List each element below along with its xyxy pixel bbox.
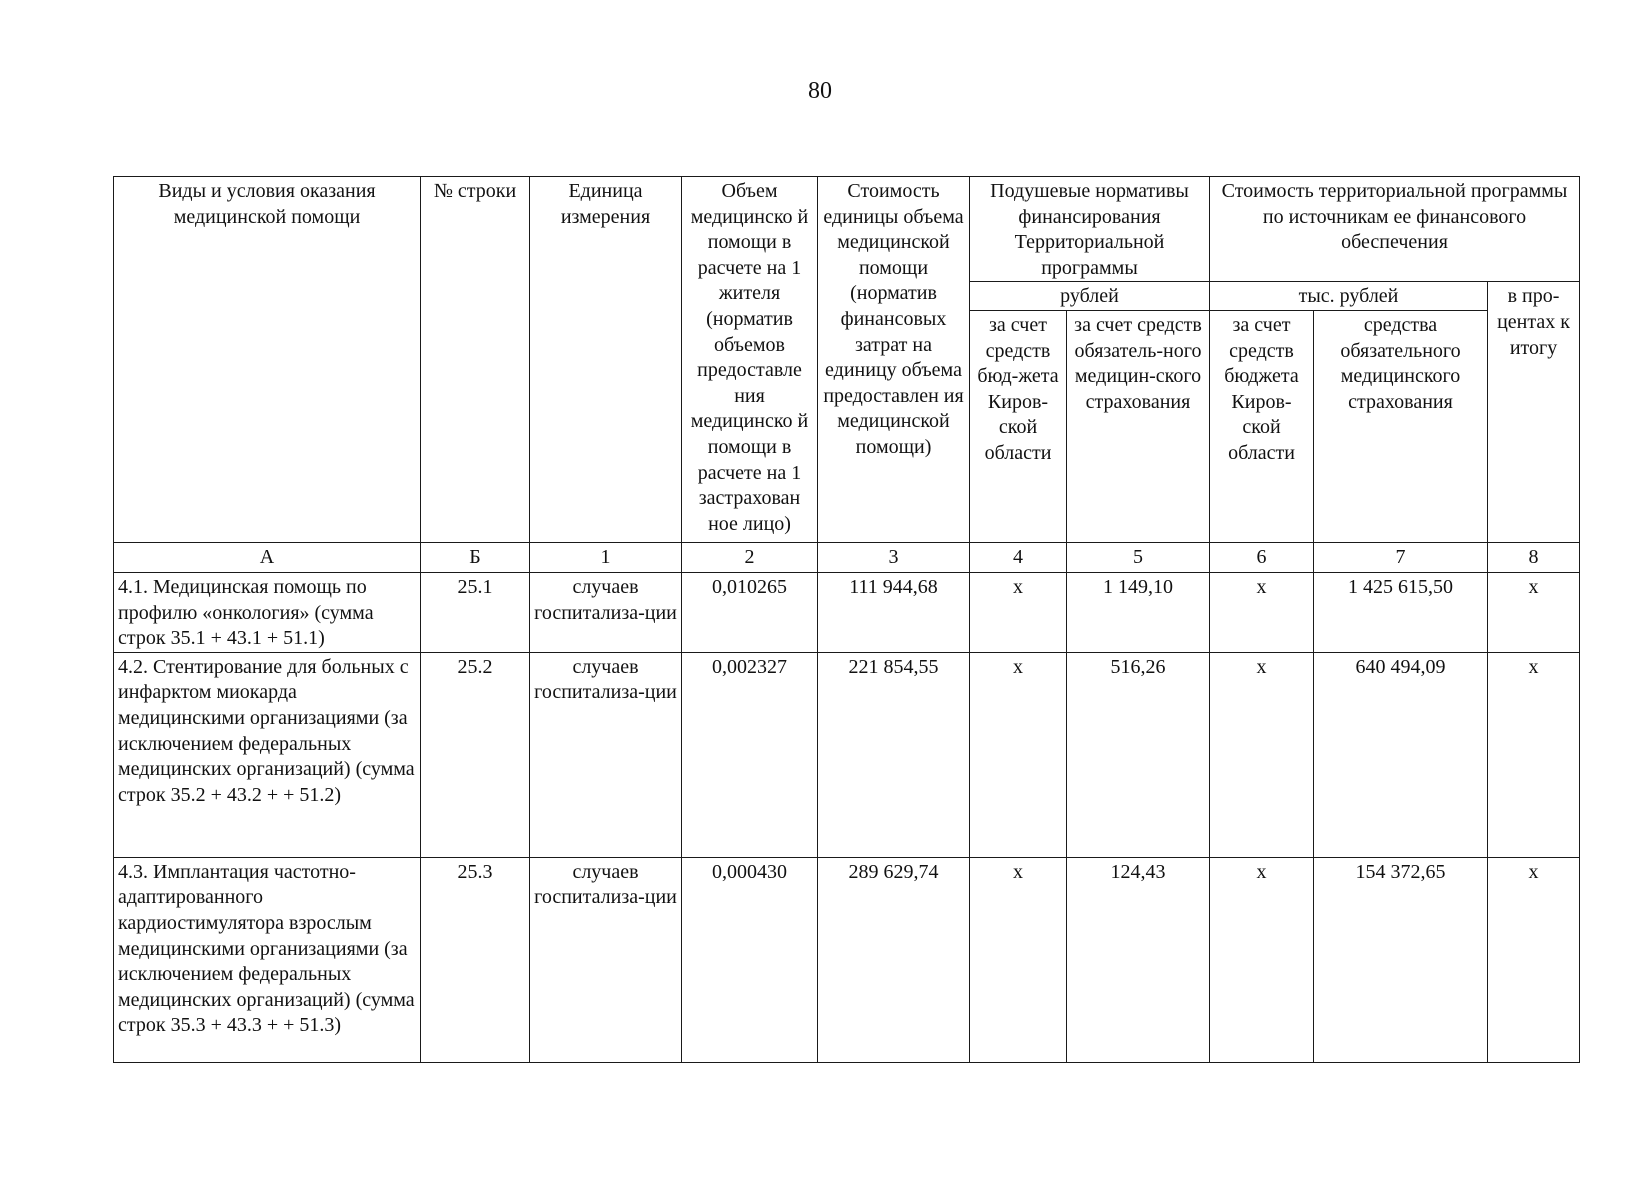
header-budget-total: за счет средств бюджета Киров-ской области [1210, 310, 1314, 542]
header-thous-rub: тыс. рублей [1210, 282, 1488, 311]
index-cell: А [114, 542, 421, 572]
table-row [114, 652, 1580, 857]
index-cell: 5 [1067, 542, 1210, 572]
cell-row-no: 25.2 [421, 652, 530, 857]
cell-budget-per-capita: х [970, 572, 1067, 652]
cell-unit: случаев госпитализа-ции [530, 857, 682, 1062]
cell-oms-total: 640 494,09 [1314, 652, 1488, 857]
header-budget-per-capita: за счет средств бюд-жета Киров-ской области [970, 310, 1067, 542]
cell-oms-total: 154 372,65 [1314, 857, 1488, 1062]
table-row [114, 857, 1580, 1062]
cell-row-no: 25.1 [421, 572, 530, 652]
header-cost: Стоимость единицы объема медицинской помощи (норматив финансовых затрат на единицу объема предоставлен ия медицинской помощи) [818, 177, 970, 543]
cell-oms-total: 1 425 615,50 [1314, 572, 1488, 652]
column-index-row [114, 542, 1580, 572]
cell-kind: 4.2. Стентирование для больных с инфарктом миокарда медицинскими организациями (за исключением федеральных медицинских организаций) (сумма строк 35.2 + 43.2 + + 51.2) [114, 652, 421, 857]
index-cell: 2 [682, 542, 818, 572]
cell-oms-per-capita: 124,43 [1067, 857, 1210, 1062]
header-percent: в про-центах к итогу [1488, 282, 1580, 543]
cell-budget-total: х [1210, 572, 1314, 652]
financing-table [113, 176, 1580, 1063]
header-oms-total: средства обязательного медицинского страхования [1314, 310, 1488, 542]
index-cell: 1 [530, 542, 682, 572]
index-cell: 7 [1314, 542, 1488, 572]
cell-volume: 0,002327 [682, 652, 818, 857]
cell-volume: 0,010265 [682, 572, 818, 652]
cell-percent: х [1488, 572, 1580, 652]
cell-budget-total: х [1210, 652, 1314, 857]
cell-kind: 4.3. Имплантация частотно-адаптированного кардиостимулятора взрослым медицинскими организациями (за исключением федеральных медицинских организаций) (сумма строк 35.3 + 43.3 + + 51.3) [114, 857, 421, 1062]
cell-volume: 0,000430 [682, 857, 818, 1062]
cell-budget-per-capita: х [970, 857, 1067, 1062]
cell-row-no: 25.3 [421, 857, 530, 1062]
index-cell: 4 [970, 542, 1067, 572]
cell-percent: х [1488, 652, 1580, 857]
cell-kind: 4.1. Медицинская помощь по профилю «онкология» (сумма строк 35.1 + 43.1 + 51.1) [114, 572, 421, 652]
cell-oms-per-capita: 1 149,10 [1067, 572, 1210, 652]
header-program-cost: Стоимость территориальной программы по источникам ее финансового обеспечения [1210, 177, 1580, 282]
index-cell: 8 [1488, 542, 1580, 572]
index-cell: Б [421, 542, 530, 572]
index-cell: 6 [1210, 542, 1314, 572]
cell-budget-per-capita: х [970, 652, 1067, 857]
cell-cost: 221 854,55 [818, 652, 970, 857]
header-oms-per-capita: за счет средств обязатель-ного медицин-ского страхования [1067, 310, 1210, 542]
header-rub: рублей [970, 282, 1210, 311]
cell-cost: 289 629,74 [818, 857, 970, 1062]
cell-unit: случаев госпитализа-ции [530, 652, 682, 857]
cell-percent: х [1488, 857, 1580, 1062]
header-per-capita: Подушевые нормативы финансирования Территориальной программы [970, 177, 1210, 282]
header-kind: Виды и условия оказания медицинской помощи [114, 177, 421, 543]
header-row-no: № строки [421, 177, 530, 543]
cell-unit: случаев госпитализа-ции [530, 572, 682, 652]
index-cell: 3 [818, 542, 970, 572]
cell-cost: 111 944,68 [818, 572, 970, 652]
table-row [114, 572, 1580, 652]
cell-budget-total: х [1210, 857, 1314, 1062]
header-volume: Объем медицинско й помощи в расчете на 1 жителя (норматив объемов предоставле ния медицинско й помощи в расчете на 1 застрахован ное лицо) [682, 177, 818, 543]
header-unit: Единица измерения [530, 177, 682, 543]
cell-oms-per-capita: 516,26 [1067, 652, 1210, 857]
page-number: 80 [808, 78, 832, 104]
